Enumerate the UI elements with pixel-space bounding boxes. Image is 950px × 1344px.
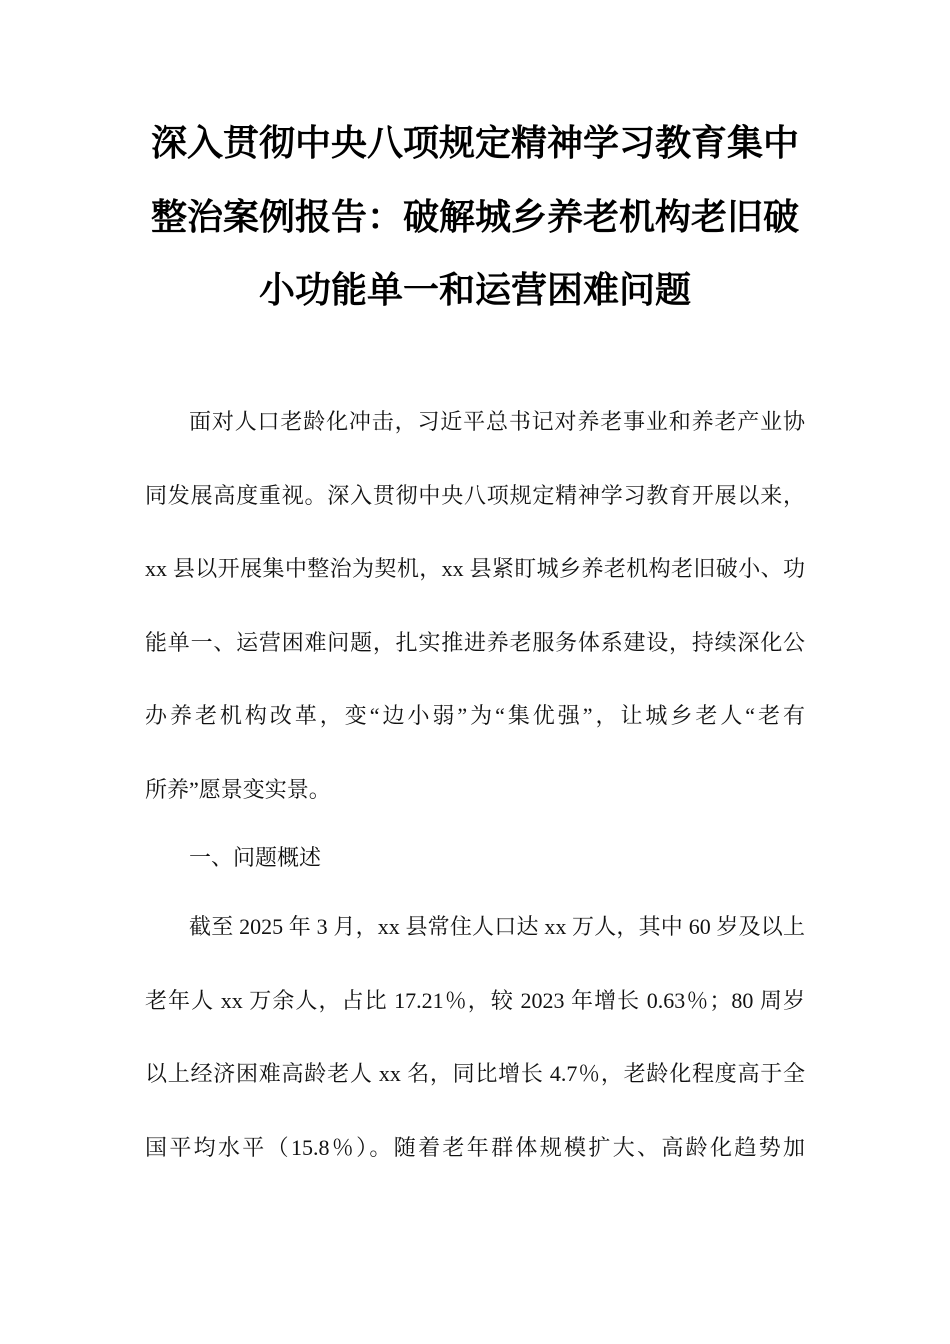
section-heading-problem-overview: 一、问题概述 xyxy=(189,845,322,870)
paragraph-problem-overview xyxy=(145,890,805,1184)
body-line: 老年人 xx 万余人，占比 17.21％，较 2023 年增长 0.63％；80 周岁 xyxy=(145,987,805,1013)
body-line: 办养老机构改革，变“边小弱”为“集优强”，让城乡老人“老有 xyxy=(145,703,805,728)
body-line: xx 县以开展集中整治为契机，xx 县紧盯城乡养老机构老旧破小、功 xyxy=(145,556,805,581)
body-line: 国平均水平（15.8％）。随着老年群体规模扩大、高龄化趋势加 xyxy=(145,1134,805,1160)
body-line: 以上经济困难高龄老人 xx 名，同比增长 4.7％，老龄化程度高于全 xyxy=(145,1061,805,1086)
body-line: 同发展高度重视。深入贯彻中央八项规定精神学习教育开展以来， xyxy=(145,482,805,508)
body-line: 所养”愿景变实景。 xyxy=(145,776,331,802)
title-line-1: 深入贯彻中央八项规定精神学习教育集中 xyxy=(150,123,799,163)
body-line: 面对人口老龄化冲击，习近平总书记对养老事业和养老产业协 xyxy=(189,409,805,434)
body-line: 能单一、运营困难问题，扎实推进养老服务体系建设，持续深化公 xyxy=(145,629,805,655)
body-line: 截至 2025 年 3 月，xx 县常住人口达 xx 万人，其中 60 岁及以上 xyxy=(189,914,805,939)
paragraph-intro xyxy=(145,385,805,826)
title-line-2: 整治案例报告：破解城乡养老机构老旧破 xyxy=(150,196,799,237)
title-line-3: 小功能单一和运营困难问题 xyxy=(258,270,691,310)
document-title xyxy=(145,107,805,328)
